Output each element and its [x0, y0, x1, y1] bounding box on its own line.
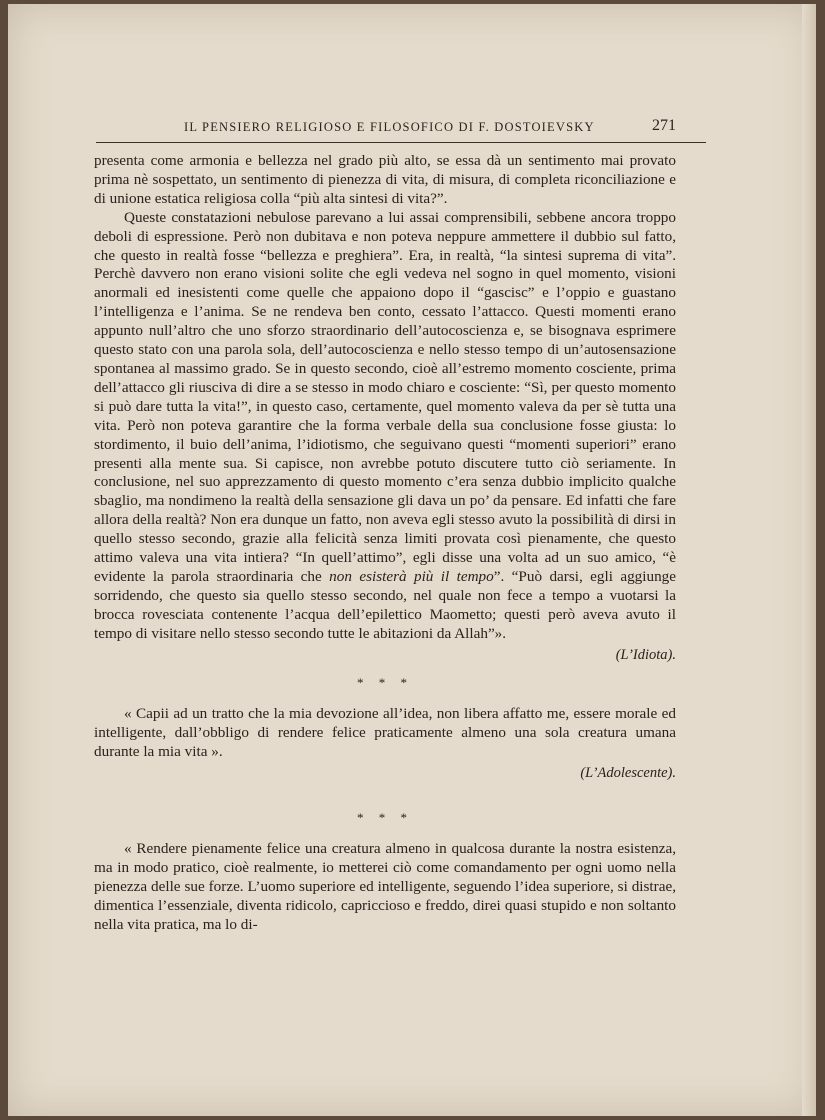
paragraph-main: [94, 209, 676, 644]
quote-adolescente: [94, 705, 676, 762]
running-header: [96, 116, 706, 143]
book-page: [8, 4, 816, 1116]
quote-final: « Rendere pienamente felice una creatura almeno in qualcosa durante la nostra esistenza, ma in modo pratico, cioè realmente, io metterei ciò come comandamento per ogni uomo nella pienezza delle sue forze. L’uomo superiore ed intelligente, seguendo l’idea superiore, si distrae, dimentica l’essenziale, diventa ridicolo, capriccioso e freddo, direi quasi stupido e non soltanto nella vita pratica, ma lo di-: [94, 839, 676, 933]
quote-adolescente-text: « Capii ad un tratto che la mia devozione all’idea, non libera affatto me, essere morale ed intelligente, dall’obbligo di rendere felice praticamente almeno una sola creatura umana durante la mia vita ».: [94, 705, 676, 761]
source-citation-idiota: [94, 646, 676, 665]
running-title: IL PENSIERO RELIGIOSO E FILOSOFICO DI F. DOSTOIEVSKY: [184, 120, 595, 134]
body-text: [94, 152, 676, 934]
source-citation-idiota-text: (L’Idiota).: [615, 646, 676, 663]
source-citation-adolescente-text: (L’Adolescente).: [580, 765, 676, 782]
paragraph-continuation: presenta come armonia e bellezza nel grado più alto, se essa dà un sentimento mai provato prima nè sospettato, un sentimento di pienezza di vita, di misura, di completa riconciliazione e di unione estatica religiosa colla “più alta sintesi di vita?”.: [94, 152, 676, 207]
page-number: 271: [652, 117, 676, 134]
paragraph-main-text-a: Queste constatazioni nebulose parevano a lui assai comprensibili, sebbene ancora troppo deboli di espressione. Però non dubitava e non poteva neppure ammettere il dubbio sul fatto, che questo in realtà fosse “bellezza e preghiera”. Era, in realtà, “la sintesi suprema di vita”. Perchè davvero non erano visioni solite che egli vedeva nel sogno in quel momento, visioni anormali ed inesistenti come quelle che appaiono dopo il “gascisc” e l’oppio e guastano l’intelligenza e l’anima. Se ne rendeva ben conto, cessato l’attacco. Questi momenti erano appunto null’altro che uno sforzo straordinario dell’autocoscienza e, se bisognava esprimere questo stato con una parola sola, dell’autocoscienza e nello stesso tempo di un’autosensazione spontanea al massimo grado. Se in questo secondo, cioè all’estremo momento cosciente, prima dell’attacco gli riusciva di dire a se stesso in modo chiaro e cosciente: “Sì, per questo momento si può dare tutta la vita!”, in questo caso, certamente, quel momento valeva da per sè tutta una vita. Però non poteva garantire che la forma verbale della sua conclusione fosse giusta: lo stordimento, il buio dell’anima, l’idiotismo, che seguivano questi “momenti superiori” erano presenti alla mente sua. Si capisce, non avrebbe potuto discutere tutto ciò seriamente. In conclusione, nel suo apprezzamento di questo momento c’era senza dubbio implicito qualche sbaglio, ma nondimeno la realtà della sensazione gli dava un po’ da pensare. Ed infatti che fare allora della realtà? Non era dunque un fatto, non aveva egli stesso avuto la possibilità di dirsi in quello stesso secondo, grazie alla felicità senza limiti provata così pienamente, che questo attimo valeva una vita intiera? “In quell’attimo”, egli disse una volta ad un suo amico, “è evidente la parola straordinaria che: [94, 208, 676, 585]
section-separator: * * *: [357, 810, 413, 825]
section-separator: * * *: [357, 675, 413, 691]
source-citation-adolescente: [94, 764, 676, 783]
page-edge: [802, 4, 816, 1116]
paragraph-main-emphasis: non esisterà più il tempo: [329, 567, 494, 585]
paragraph-main-text-b: ”. “Può darsi, egli aggiunge sorridendo, che questo sia quello stesso secondo, nel quale non fece a tempo a vuotarsi la brocca rovesciata contenente l’acqua dell’epilettico Maometto; questi però aveva avuto il tempo di visitare nello stesso secondo tutte le abitazioni da Allah”».: [94, 567, 676, 642]
